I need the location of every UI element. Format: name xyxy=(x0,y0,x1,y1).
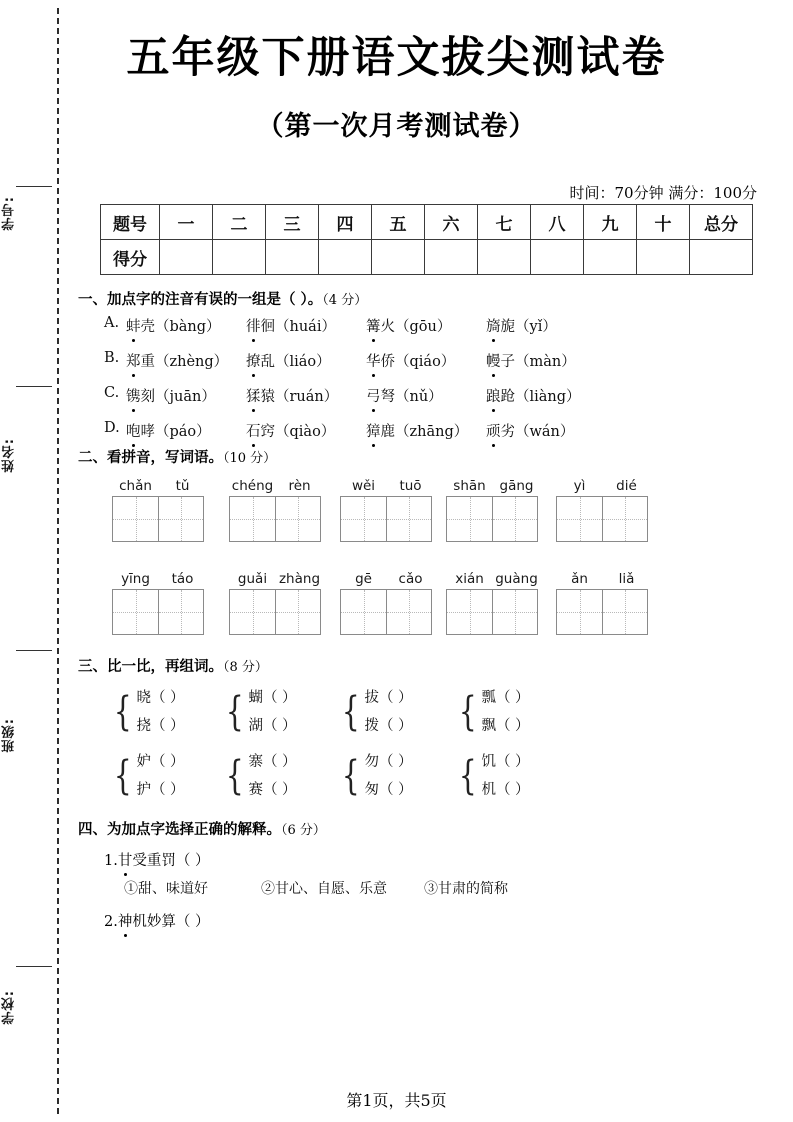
pinyin-syllable: ǎn xyxy=(571,571,588,587)
writing-grid[interactable] xyxy=(340,496,434,542)
dotted-character: 神 xyxy=(118,910,133,931)
option-d-item-3: 獐鹿（zhāng） xyxy=(366,420,468,441)
pinyin-syllable: gē xyxy=(355,571,372,587)
word-pair-bottom[interactable]: 机（ ） xyxy=(481,782,530,798)
left-brace-icon: { xyxy=(341,753,360,799)
pinyin-label-group-5 xyxy=(556,478,650,494)
writing-grid[interactable] xyxy=(446,496,540,542)
pinyin-syllable: táo xyxy=(171,571,194,587)
table-cell-total: 总分 xyxy=(690,205,753,240)
pinyin-syllable: rèn xyxy=(288,478,311,494)
sub-question-index: 1. xyxy=(104,853,118,869)
table-cell-q1: 一 xyxy=(160,205,213,240)
word-pair-group-1[interactable] xyxy=(110,684,185,740)
question-4-sub-2[interactable] xyxy=(104,910,209,931)
question-4-title: 为加点字选择正确的解释。 xyxy=(107,821,281,838)
word-pair-group-3[interactable] xyxy=(338,684,413,740)
score-cell-q2[interactable] xyxy=(213,240,266,275)
score-cell-q10[interactable] xyxy=(637,240,690,275)
option-a-item-3: 篝火（gōu） xyxy=(366,315,451,336)
word-pair-bottom[interactable]: 飘（ ） xyxy=(481,718,530,734)
score-cell-q7[interactable] xyxy=(478,240,531,275)
word-pair-group-8[interactable] xyxy=(455,748,530,804)
table-header-question-number: 题号 xyxy=(101,205,160,240)
question-4-points: （6 分） xyxy=(281,823,326,838)
sub-question-text: 受重罚（ ） xyxy=(132,853,210,869)
question-2-number: 二、 xyxy=(78,449,107,466)
option-b-item-2: 撩乱（liáo） xyxy=(246,350,331,371)
option-c-item-2: 猱猿（ruán） xyxy=(246,385,338,406)
pinyin-group-7[interactable] xyxy=(229,571,323,635)
pinyin-label-group-9 xyxy=(446,571,540,587)
word-pair-top[interactable]: 拔（ ） xyxy=(364,690,413,706)
table-cell-q6: 六 xyxy=(425,205,478,240)
word-pair-group-4[interactable] xyxy=(455,684,530,740)
grid-cell[interactable] xyxy=(492,589,538,635)
page-footer: 第1页，共5页 xyxy=(346,1091,447,1110)
word-pair-bottom[interactable]: 匆（ ） xyxy=(364,782,413,798)
pinyin-syllable: chǎn xyxy=(119,478,152,494)
left-brace-icon: { xyxy=(225,689,244,735)
grid-cell[interactable] xyxy=(275,589,321,635)
sidebar-writeline-student-id xyxy=(16,186,52,187)
pinyin-group-3[interactable] xyxy=(340,478,434,542)
grid-cell[interactable] xyxy=(556,589,602,635)
choice-2[interactable]: ②甘心、自愿、乐意 xyxy=(261,881,387,897)
left-brace-icon: { xyxy=(458,689,477,735)
table-header-score: 得分 xyxy=(101,240,160,275)
question-3-heading xyxy=(78,655,268,676)
table-cell-q7: 七 xyxy=(478,205,531,240)
grid-cell[interactable] xyxy=(112,589,158,635)
pinyin-syllable: tǔ xyxy=(175,478,190,494)
pinyin-syllable: guǎi xyxy=(237,571,268,587)
question-3-number: 三、 xyxy=(78,658,107,675)
score-cell-q9[interactable] xyxy=(584,240,637,275)
word-pair-group-5[interactable] xyxy=(110,748,185,804)
option-c-item-4: 踉跄（liàng） xyxy=(486,385,581,406)
table-cell-q8: 八 xyxy=(531,205,584,240)
score-cell-q4[interactable] xyxy=(319,240,372,275)
word-pair-top[interactable]: 勿（ ） xyxy=(364,754,413,770)
question-2-points: （10 分） xyxy=(223,451,277,466)
score-cell-q6[interactable] xyxy=(425,240,478,275)
writing-grid[interactable] xyxy=(446,589,540,635)
word-pair-bottom[interactable]: 挠（ ） xyxy=(136,718,185,734)
option-c-item-1: 镌刻（juān） xyxy=(126,385,216,406)
question-4-sub-1[interactable] xyxy=(104,849,209,870)
question-2-title: 看拼音，写词语。 xyxy=(107,449,223,466)
pinyin-syllable: gāng xyxy=(499,478,534,494)
left-brace-icon: { xyxy=(458,753,477,799)
pinyin-syllable: shān xyxy=(453,478,486,494)
dotted-character: 甘 xyxy=(118,849,133,870)
grid-cell[interactable] xyxy=(340,589,386,635)
page-title: 五年级下册语文拔尖测试卷 xyxy=(126,33,667,83)
table-cell-q4: 四 xyxy=(319,205,372,240)
table-row-scores xyxy=(101,240,753,275)
word-pair-bottom[interactable]: 湖（ ） xyxy=(248,718,297,734)
pinyin-group-10[interactable] xyxy=(556,571,650,635)
question-1-heading xyxy=(78,288,367,309)
question-1-points: （4 分） xyxy=(322,293,368,308)
word-pair-top[interactable]: 寨（ ） xyxy=(248,754,297,770)
word-pair-top[interactable]: 晓（ ） xyxy=(136,690,185,706)
pinyin-label-group-6 xyxy=(112,571,206,587)
word-pair-top[interactable]: 蝴（ ） xyxy=(248,690,297,706)
word-pair-bottom[interactable]: 护（ ） xyxy=(136,782,185,798)
word-pair-top[interactable]: 瓢（ ） xyxy=(481,690,530,706)
pinyin-syllable: xián xyxy=(455,571,484,587)
option-b-item-4: 幔子（màn） xyxy=(486,350,576,371)
score-cell-q3[interactable] xyxy=(266,240,319,275)
question-2-heading xyxy=(78,446,276,467)
option-a-item-1: 蚌壳（bàng） xyxy=(126,315,221,336)
grid-cell[interactable] xyxy=(602,496,648,542)
pinyin-syllable: guàng xyxy=(495,571,538,587)
question-1-number: 一、 xyxy=(78,291,107,308)
writing-grid[interactable] xyxy=(556,589,650,635)
pinyin-label-group-4 xyxy=(446,478,540,494)
left-brace-icon: { xyxy=(113,753,132,799)
grid-cell[interactable] xyxy=(229,589,275,635)
writing-grid[interactable] xyxy=(229,589,323,635)
grid-cell[interactable] xyxy=(340,496,386,542)
sidebar-writeline-school xyxy=(16,966,52,967)
pinyin-syllable: dié xyxy=(616,478,637,494)
option-a-item-2: 徘徊（huái） xyxy=(246,315,336,336)
pinyin-group-4[interactable] xyxy=(446,478,540,542)
pinyin-label-group-3 xyxy=(340,478,434,494)
writing-grid[interactable] xyxy=(112,589,206,635)
option-a-label: A. xyxy=(104,315,120,331)
sub-question-text: 机妙算（ ） xyxy=(132,914,210,930)
table-cell-q9: 九 xyxy=(584,205,637,240)
option-d-label: D. xyxy=(104,420,120,436)
left-brace-icon: { xyxy=(113,689,132,735)
pinyin-label-group-7 xyxy=(229,571,323,587)
question-4-heading xyxy=(78,818,326,839)
pinyin-syllable: chéng xyxy=(231,478,274,494)
option-d-item-4: 顽劣（wán） xyxy=(486,420,574,441)
page-subtitle: （第一次月考测试卷） xyxy=(256,111,537,142)
option-c-label: C. xyxy=(104,385,120,401)
option-d-item-1: 咆哮（páo） xyxy=(126,420,211,441)
grid-cell[interactable] xyxy=(275,496,321,542)
score-cell-q5[interactable] xyxy=(372,240,425,275)
pinyin-group-9[interactable] xyxy=(446,571,540,635)
option-c-item-3: 弓弩（nǔ） xyxy=(366,385,443,406)
pinyin-label-group-8 xyxy=(340,571,434,587)
grid-cell[interactable] xyxy=(446,496,492,542)
pinyin-syllable: wěi xyxy=(351,478,376,494)
grid-cell[interactable] xyxy=(158,496,204,542)
table-cell-q3: 三 xyxy=(266,205,319,240)
grid-cell[interactable] xyxy=(386,496,432,542)
option-b-label: B. xyxy=(104,350,120,366)
grid-cell[interactable] xyxy=(492,496,538,542)
sidebar-label-student-id: 学号: xyxy=(2,196,17,231)
sidebar-label-school: 学校: xyxy=(2,990,17,1025)
grid-cell[interactable] xyxy=(158,589,204,635)
pinyin-group-5[interactable] xyxy=(556,478,650,542)
score-table xyxy=(100,204,753,275)
sidebar-label-name: 姓名: xyxy=(2,438,17,473)
choice-3[interactable]: ③甘肃的简称 xyxy=(424,881,508,897)
word-pair-top[interactable]: 妒（ ） xyxy=(136,754,185,770)
sidebar-writeline-class xyxy=(16,650,52,651)
pinyin-group-2[interactable] xyxy=(229,478,323,542)
question-1-title: 加点字的注音有误的一组是（ ）。 xyxy=(107,291,323,308)
pinyin-group-8[interactable] xyxy=(340,571,434,635)
word-pair-group-7[interactable] xyxy=(338,748,413,804)
sidebar-label-class: 班级: xyxy=(2,718,17,753)
pinyin-syllable: tuō xyxy=(399,478,422,494)
question-3-points: （8 分） xyxy=(223,660,268,675)
left-brace-icon: { xyxy=(341,689,360,735)
writing-grid[interactable] xyxy=(556,496,650,542)
exam-meta-info: 时间：70分钟 满分：100分 xyxy=(569,184,757,202)
word-pair-group-6[interactable] xyxy=(222,748,297,804)
question-3-title: 比一比，再组词。 xyxy=(107,658,223,675)
choice-1[interactable]: ①甜、味道好 xyxy=(124,881,208,897)
word-pair-bottom[interactable]: 赛（ ） xyxy=(248,782,297,798)
question-4-number: 四、 xyxy=(78,821,107,838)
grid-cell[interactable] xyxy=(386,589,432,635)
pinyin-label-group-10 xyxy=(556,571,650,587)
option-d-item-2: 石窍（qiào） xyxy=(246,420,335,441)
writing-grid[interactable] xyxy=(229,496,323,542)
grid-cell[interactable] xyxy=(602,589,648,635)
pinyin-syllable: yì xyxy=(573,478,586,494)
grid-cell[interactable] xyxy=(229,496,275,542)
score-cell-total[interactable] xyxy=(690,240,753,275)
pinyin-group-6[interactable] xyxy=(112,571,206,635)
table-cell-q2: 二 xyxy=(213,205,266,240)
pinyin-group-1[interactable] xyxy=(112,478,206,542)
score-cell-q8[interactable] xyxy=(531,240,584,275)
pinyin-syllable: zhàng xyxy=(278,571,321,587)
word-pair-bottom[interactable]: 拨（ ） xyxy=(364,718,413,734)
grid-cell[interactable] xyxy=(112,496,158,542)
dashed-cut-line xyxy=(57,8,59,1114)
word-pair-top[interactable]: 饥（ ） xyxy=(481,754,530,770)
table-cell-q5: 五 xyxy=(372,205,425,240)
pinyin-syllable: liǎ xyxy=(618,571,635,587)
pinyin-label-group-2 xyxy=(229,478,323,494)
table-cell-q10: 十 xyxy=(637,205,690,240)
sidebar-writeline-name xyxy=(16,386,52,387)
option-b-item-1: 郑重（zhèng） xyxy=(126,350,228,371)
writing-grid[interactable] xyxy=(340,589,434,635)
sub-question-index: 2. xyxy=(104,914,118,930)
option-b-item-3: 华侨（qiáo） xyxy=(366,350,455,371)
grid-cell[interactable] xyxy=(556,496,602,542)
pinyin-syllable: yīng xyxy=(121,571,150,587)
left-brace-icon: { xyxy=(225,753,244,799)
writing-grid[interactable] xyxy=(112,496,206,542)
table-row-question-numbers xyxy=(101,205,753,240)
word-pair-group-2[interactable] xyxy=(222,684,297,740)
grid-cell[interactable] xyxy=(446,589,492,635)
score-cell-q1[interactable] xyxy=(160,240,213,275)
option-a-item-4: 旖旎（yǐ） xyxy=(486,315,557,336)
pinyin-label-group-1 xyxy=(112,478,206,494)
pinyin-syllable: cǎo xyxy=(398,571,423,587)
